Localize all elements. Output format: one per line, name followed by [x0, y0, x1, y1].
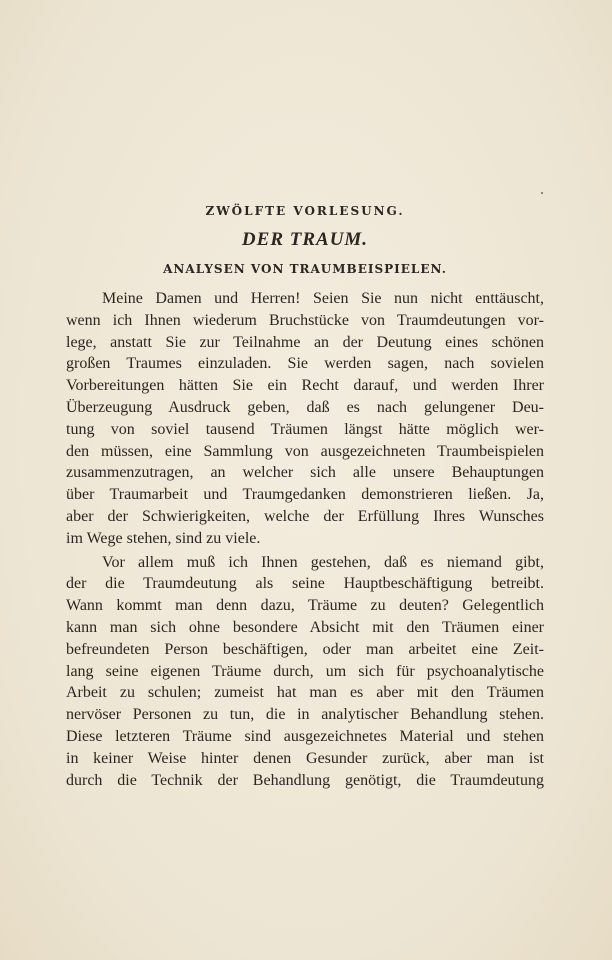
text-line: den müssen, eine Sammlung von ausgezeichneten Traumbeispielen	[66, 442, 544, 460]
text-line: Meine Damen und Herren! Seien Sie nun nicht enttäuscht,	[102, 290, 544, 307]
text-line: Vor allem muß ich Ihnen gestehen, daß es niemand gibt,	[102, 553, 544, 571]
paper-speck	[541, 192, 543, 194]
paragraph-1	[66, 288, 544, 550]
text-line: kann man sich ohne besondere Absicht mit den Träumen einer	[66, 618, 544, 636]
text-line: Arbeit zu schulen; zumeist hat man es aber mit den Träumen	[66, 684, 544, 702]
text-line: Vorbereitungen hätten Sie ein Recht darauf, und werden Ihrer	[66, 377, 544, 395]
text-line: wenn ich Ihnen wiederum Bruchstücke von Traumdeutungen vor-	[66, 311, 544, 329]
chapter-title: DER TRAUM.	[241, 229, 369, 250]
text-line: befreundeten Person beschäftigen, oder man arbeitet eine Zeit-	[66, 640, 544, 658]
text-line: im Wege stehen, sind zu viele.	[66, 529, 261, 547]
text-line: zusammenzutragen, an welcher sich alle unsere Behauptungen	[66, 464, 544, 482]
text-line: tung von soviel tausend Träumen längst hätte möglich wer-	[66, 420, 544, 438]
text-line: Überzeugung Ausdruck geben, daß es nach gelungener Deu-	[66, 398, 544, 416]
text-line: lege, anstatt Sie zur Teilnahme an der Deutung eines schönen	[66, 333, 544, 351]
text-line: Wann kommt man denn dazu, Träume zu deuten? Gelegentlich	[66, 597, 544, 615]
text-line: nervöser Personen zu tun, die in analytischer Behandlung stehen.	[66, 706, 544, 724]
text-line: lang seine eigenen Träume durch, um sich für psychoanalytische	[66, 662, 544, 680]
text-line: in keiner Weise hinter denen Gesunder zurück, aber man ist	[66, 749, 544, 767]
text-line: durch die Technik der Behandlung genötigt, die Traumdeutung	[66, 771, 544, 789]
text-line: aber der Schwierigkeiten, welche der Erfüllung Ihres Wunsches	[66, 507, 544, 525]
chapter-subtitle: ANALYSEN VON TRAUMBEISPIELEN.	[163, 262, 447, 276]
text-line: über Traumarbeit und Traumgedanken demonstrieren ließen. Ja,	[66, 486, 544, 504]
text-line: Diese letzteren Träume sind ausgezeichnetes Material und stehen	[66, 727, 544, 745]
page-text	[66, 200, 544, 791]
text-line: der die Traumdeutung als seine Hauptbeschäftigung betreibt.	[66, 575, 544, 593]
text-line: großen Traumes einzuladen. Sie werden sagen, nach sovielen	[66, 355, 544, 373]
paragraph-2	[66, 552, 544, 792]
lecture-number: ZWÖLFTE VORLESUNG.	[205, 204, 405, 218]
